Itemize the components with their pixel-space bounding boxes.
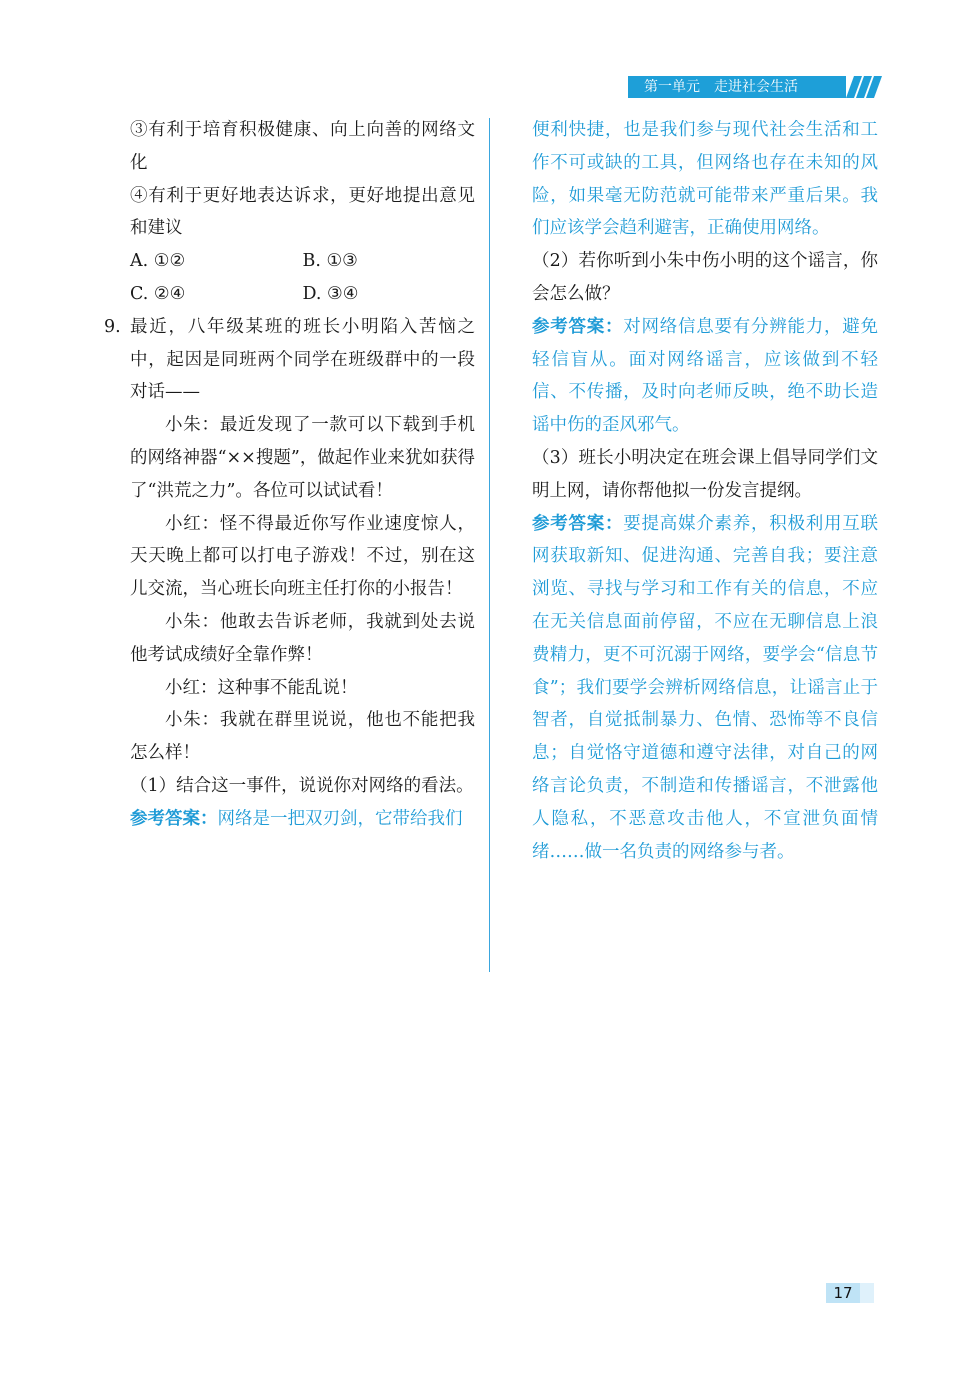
sub-question-2: （2）若你听到小朱中伤小明的这个谣言，你会怎么做？ <box>532 251 878 304</box>
unit-label: 第一单元 <box>644 79 700 95</box>
option-item-3: ③有利于培育积极健康、向上向善的网络文化 <box>130 120 475 173</box>
answer-label: 参考答案： <box>130 808 218 829</box>
answer-3-text: 要提高媒介素养，积极利用互联网获取新知、促进沟通、完善自我；要注意浏览、寻找与学习和工作有关的信息，不应在无关信息面前停留，不应在无聊信息上浪费精力，更不可沉溺于网络，要学会“信息节食”；我们要学会辨析网络信息，让谣言止于智者，自觉抵制暴力、色情、恐怖等不良信息；自觉恪守道德和遵守法律，对自己的网络言论负责，不制造和传播谣言，不泄露他人隐私，不恶意攻击他人，不宣泄负面情绪……做一名负责的网络参与者。 <box>532 513 878 862</box>
left-column <box>104 114 475 836</box>
answer-1-text: 网络是一把双刃剑，它带给我们 <box>217 808 463 829</box>
choice-a: A. ①② <box>130 251 186 272</box>
answer-1-continued: 便利快捷，也是我们参与现代社会生活和工作不可或缺的工具，但网络也存在未知的风险，如果毫无防范就可能带来严重后果。我们应该学会趋利避害，正确使用网络。 <box>532 120 878 239</box>
choices-row-2 <box>130 278 475 311</box>
page-number: 17 <box>826 1283 860 1303</box>
question-9 <box>104 311 475 409</box>
answer-3 <box>532 508 878 869</box>
unit-title: 走进社会生活 <box>714 79 798 95</box>
sub-question-3: （3）班长小明决定在班会课上倡导同学们文明上网，请你帮他拟一份发言提纲。 <box>532 447 878 501</box>
answer-1 <box>130 803 475 836</box>
answer-2 <box>532 311 878 442</box>
page-number-tab <box>860 1283 874 1303</box>
answer-label: 参考答案： <box>532 316 624 337</box>
question-stem: 最近，八年级某班的班长小明陷入苦恼之中，起因是同班两个同学在班级群中的一段对话—— <box>130 316 475 403</box>
sub-question-1: （1）结合这一事件，说说你对网络的看法。 <box>130 775 474 796</box>
dialog-line: 小红：这种事不能乱说！ <box>165 677 358 698</box>
answer-label: 参考答案： <box>532 513 624 534</box>
answer-2-text: 对网络信息要有分辨能力，避免轻信盲从。面对网络谣言，应该做到不轻信、不传播，及时向老师反映，绝不助长造谣中伤的歪风邪气。 <box>532 316 878 436</box>
right-column <box>532 114 878 868</box>
choice-b: B. ①③ <box>302 251 358 272</box>
question-number: 9. <box>104 316 121 337</box>
dialog-line: 小朱：我就在群里说说，他也不能把我怎么样！ <box>130 710 475 764</box>
dialog-line: 小朱：最近发现了一款可以下载到手机的网络神器“××搜题”，做起作业来犹如获得了“洪荒之力”。各位可以试试看！ <box>130 415 475 501</box>
unit-header <box>628 76 846 98</box>
column-divider <box>489 118 490 972</box>
choice-c: C. ②④ <box>130 283 186 304</box>
dialog-line: 小红：怪不得最近你写作业速度惊人，天天晚上都可以打电子游戏！不过，别在这儿交流，当心班长向班主任打你的小报告！ <box>130 513 475 600</box>
choices-row-1 <box>130 245 475 278</box>
choice-d: D. ③④ <box>302 283 359 304</box>
option-item-4: ④有利于更好地表达诉求，更好地提出意见和建议 <box>130 185 475 239</box>
dialog-line: 小朱：他敢去告诉老师，我就到处去说他考试成绩好全靠作弊！ <box>130 611 475 665</box>
